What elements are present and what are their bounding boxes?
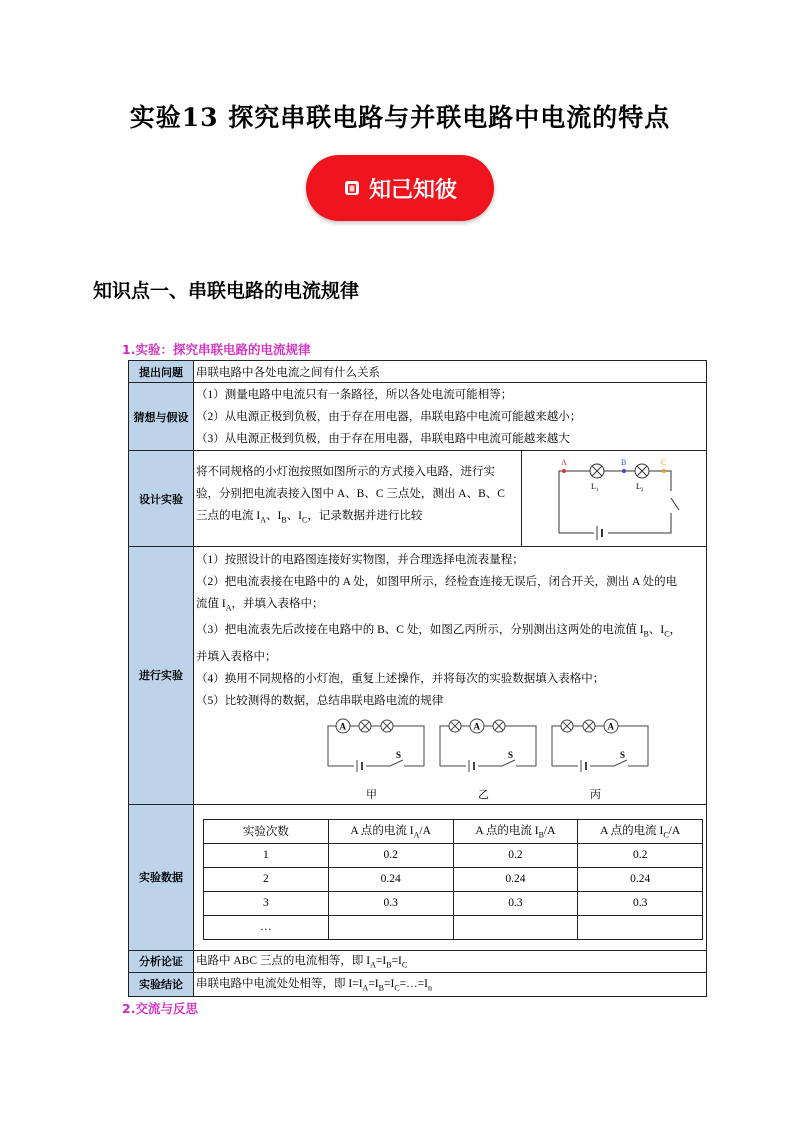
table-row <box>204 891 703 915</box>
procedure-line: （4）换用不同规格的小灯泡，重复上述操作，并将每次的实验数据填入表格中； <box>196 672 605 685</box>
table-cell <box>453 915 578 939</box>
header-cell: A 点的电流 $I_A/A$ <box>328 819 453 843</box>
svg-text:S: S <box>508 749 514 760</box>
guess-line: （2）从电源正极到负极，由于存在用电器，串联电路中电流可能越来越小； <box>196 410 582 423</box>
procedure-line: （5）比较测得的数据，总结串联电路电流的规律 <box>196 694 444 707</box>
procedure-line: （1）按照设计的电路图连接好实物图，并合理选择电流表量程； <box>196 554 524 566</box>
question-text: 串联电路中各处电流之间有什么关系 <box>194 361 707 383</box>
row-label: 提出问题 <box>129 361 194 383</box>
header-cell: A 点的电流 $I_B/A$ <box>453 819 578 843</box>
experiment-table <box>128 360 707 997</box>
table-cell: 0.2 <box>453 843 578 867</box>
svg-text:S: S <box>620 749 626 760</box>
table-cell: 0.3 <box>453 891 578 915</box>
table-row <box>204 915 703 939</box>
design-line: 三点的电流 $I_A$、$I_B$、$I_C$，记录数据并进行比较 <box>196 510 423 525</box>
lamp-l1-label: $L_1$ <box>591 482 599 493</box>
guess-line: （3）从电源正极到负极，由于存在用电器，串联电路中电流可能越来越大 <box>196 432 570 445</box>
table-cell: 0.2 <box>578 843 703 867</box>
procedure-line: （3）把电流表先后改接在电路中的 B、C 处，如图乙丙所示，分别测出这两处的电流值 $I_B$、$I_C$， <box>196 624 682 639</box>
table-cell: 0.24 <box>578 867 703 891</box>
procedure-line: 并填入表格中； <box>196 650 277 663</box>
figure-label: 乙 <box>478 788 489 801</box>
table-row <box>204 843 703 867</box>
design-line: 将不同规格的小灯泡按照如图所示的方式接入电路，进行实 <box>196 466 495 478</box>
section-heading: 知识点一、串联电路的电流规律 <box>93 280 360 302</box>
header-cell: A 点的电流 $I_C/A$ <box>578 819 703 843</box>
conclusion-text: 串联电路中电流处处相等，即 $I=I_A=I_B=I_C=\dots=I_n$ <box>194 972 707 996</box>
figure-label: 丙 <box>590 788 601 801</box>
point-a-label: A <box>561 458 567 467</box>
table-cell: … <box>204 915 329 939</box>
table-cell: 0.24 <box>453 867 578 891</box>
subsection-heading: 1.实验：探究串联电路的电流规律 <box>122 342 311 357</box>
lamp-l2-label: $L_2$ <box>636 482 644 493</box>
table-cell: 0.3 <box>328 891 453 915</box>
table-cell: 0.24 <box>328 867 453 891</box>
analysis-text: 电路中 ABC 三点的电流相等，即 $I_A=I_B=I_C$ <box>194 950 707 972</box>
table-cell: 0.2 <box>328 843 453 867</box>
circuit-diagram <box>539 456 689 541</box>
figure-label: 甲 <box>366 788 377 801</box>
page-title: 实验13 探究串联电路与并联电路中电流的特点 <box>129 103 671 132</box>
svg-text:S: S <box>396 749 402 760</box>
row-label: 猜想与假设 <box>129 383 194 451</box>
design-line: 验，分别把电流表接入图中 A、B、C 三点处，测出 A、B、C <box>196 488 505 500</box>
svg-text:A: A <box>473 721 480 732</box>
row-label: 实验数据 <box>129 804 194 950</box>
row-label: 设计实验 <box>129 451 194 547</box>
subsection-heading: 2.交流与反思 <box>122 1001 198 1016</box>
point-c-label: C <box>661 458 667 467</box>
table-cell: 1 <box>204 843 329 867</box>
procedure-line: （2）把电流表接在电路中的 A 处，如图甲所示，经检查连接无误后，闭合开关，测出 A 处的电 <box>196 576 678 588</box>
badge-text: 知己知彼 <box>368 177 457 203</box>
table-cell: 2 <box>204 867 329 891</box>
row-label: 进行实验 <box>129 547 194 805</box>
point-b-label: B <box>621 458 627 467</box>
procedure-line: 流值 $I_A$，并填入表格中； <box>196 598 324 613</box>
row-label: 实验结论 <box>129 972 194 996</box>
data-table <box>203 819 703 940</box>
header-cell: 实验次数 <box>204 819 329 843</box>
table-cell <box>578 915 703 939</box>
circuit-figures <box>324 716 654 804</box>
table-header-row <box>204 819 703 843</box>
table-row <box>204 867 703 891</box>
guess-line: （1）测量电路中电流只有一条路径，所以各处电流可能相等； <box>196 388 513 401</box>
svg-text:A: A <box>339 721 346 732</box>
table-cell: 0.3 <box>578 891 703 915</box>
svg-text:A: A <box>607 721 614 732</box>
book-icon <box>343 179 361 197</box>
table-cell: 3 <box>204 891 329 915</box>
table-cell <box>328 915 453 939</box>
badge <box>306 155 494 221</box>
row-label: 分析论证 <box>129 950 194 972</box>
